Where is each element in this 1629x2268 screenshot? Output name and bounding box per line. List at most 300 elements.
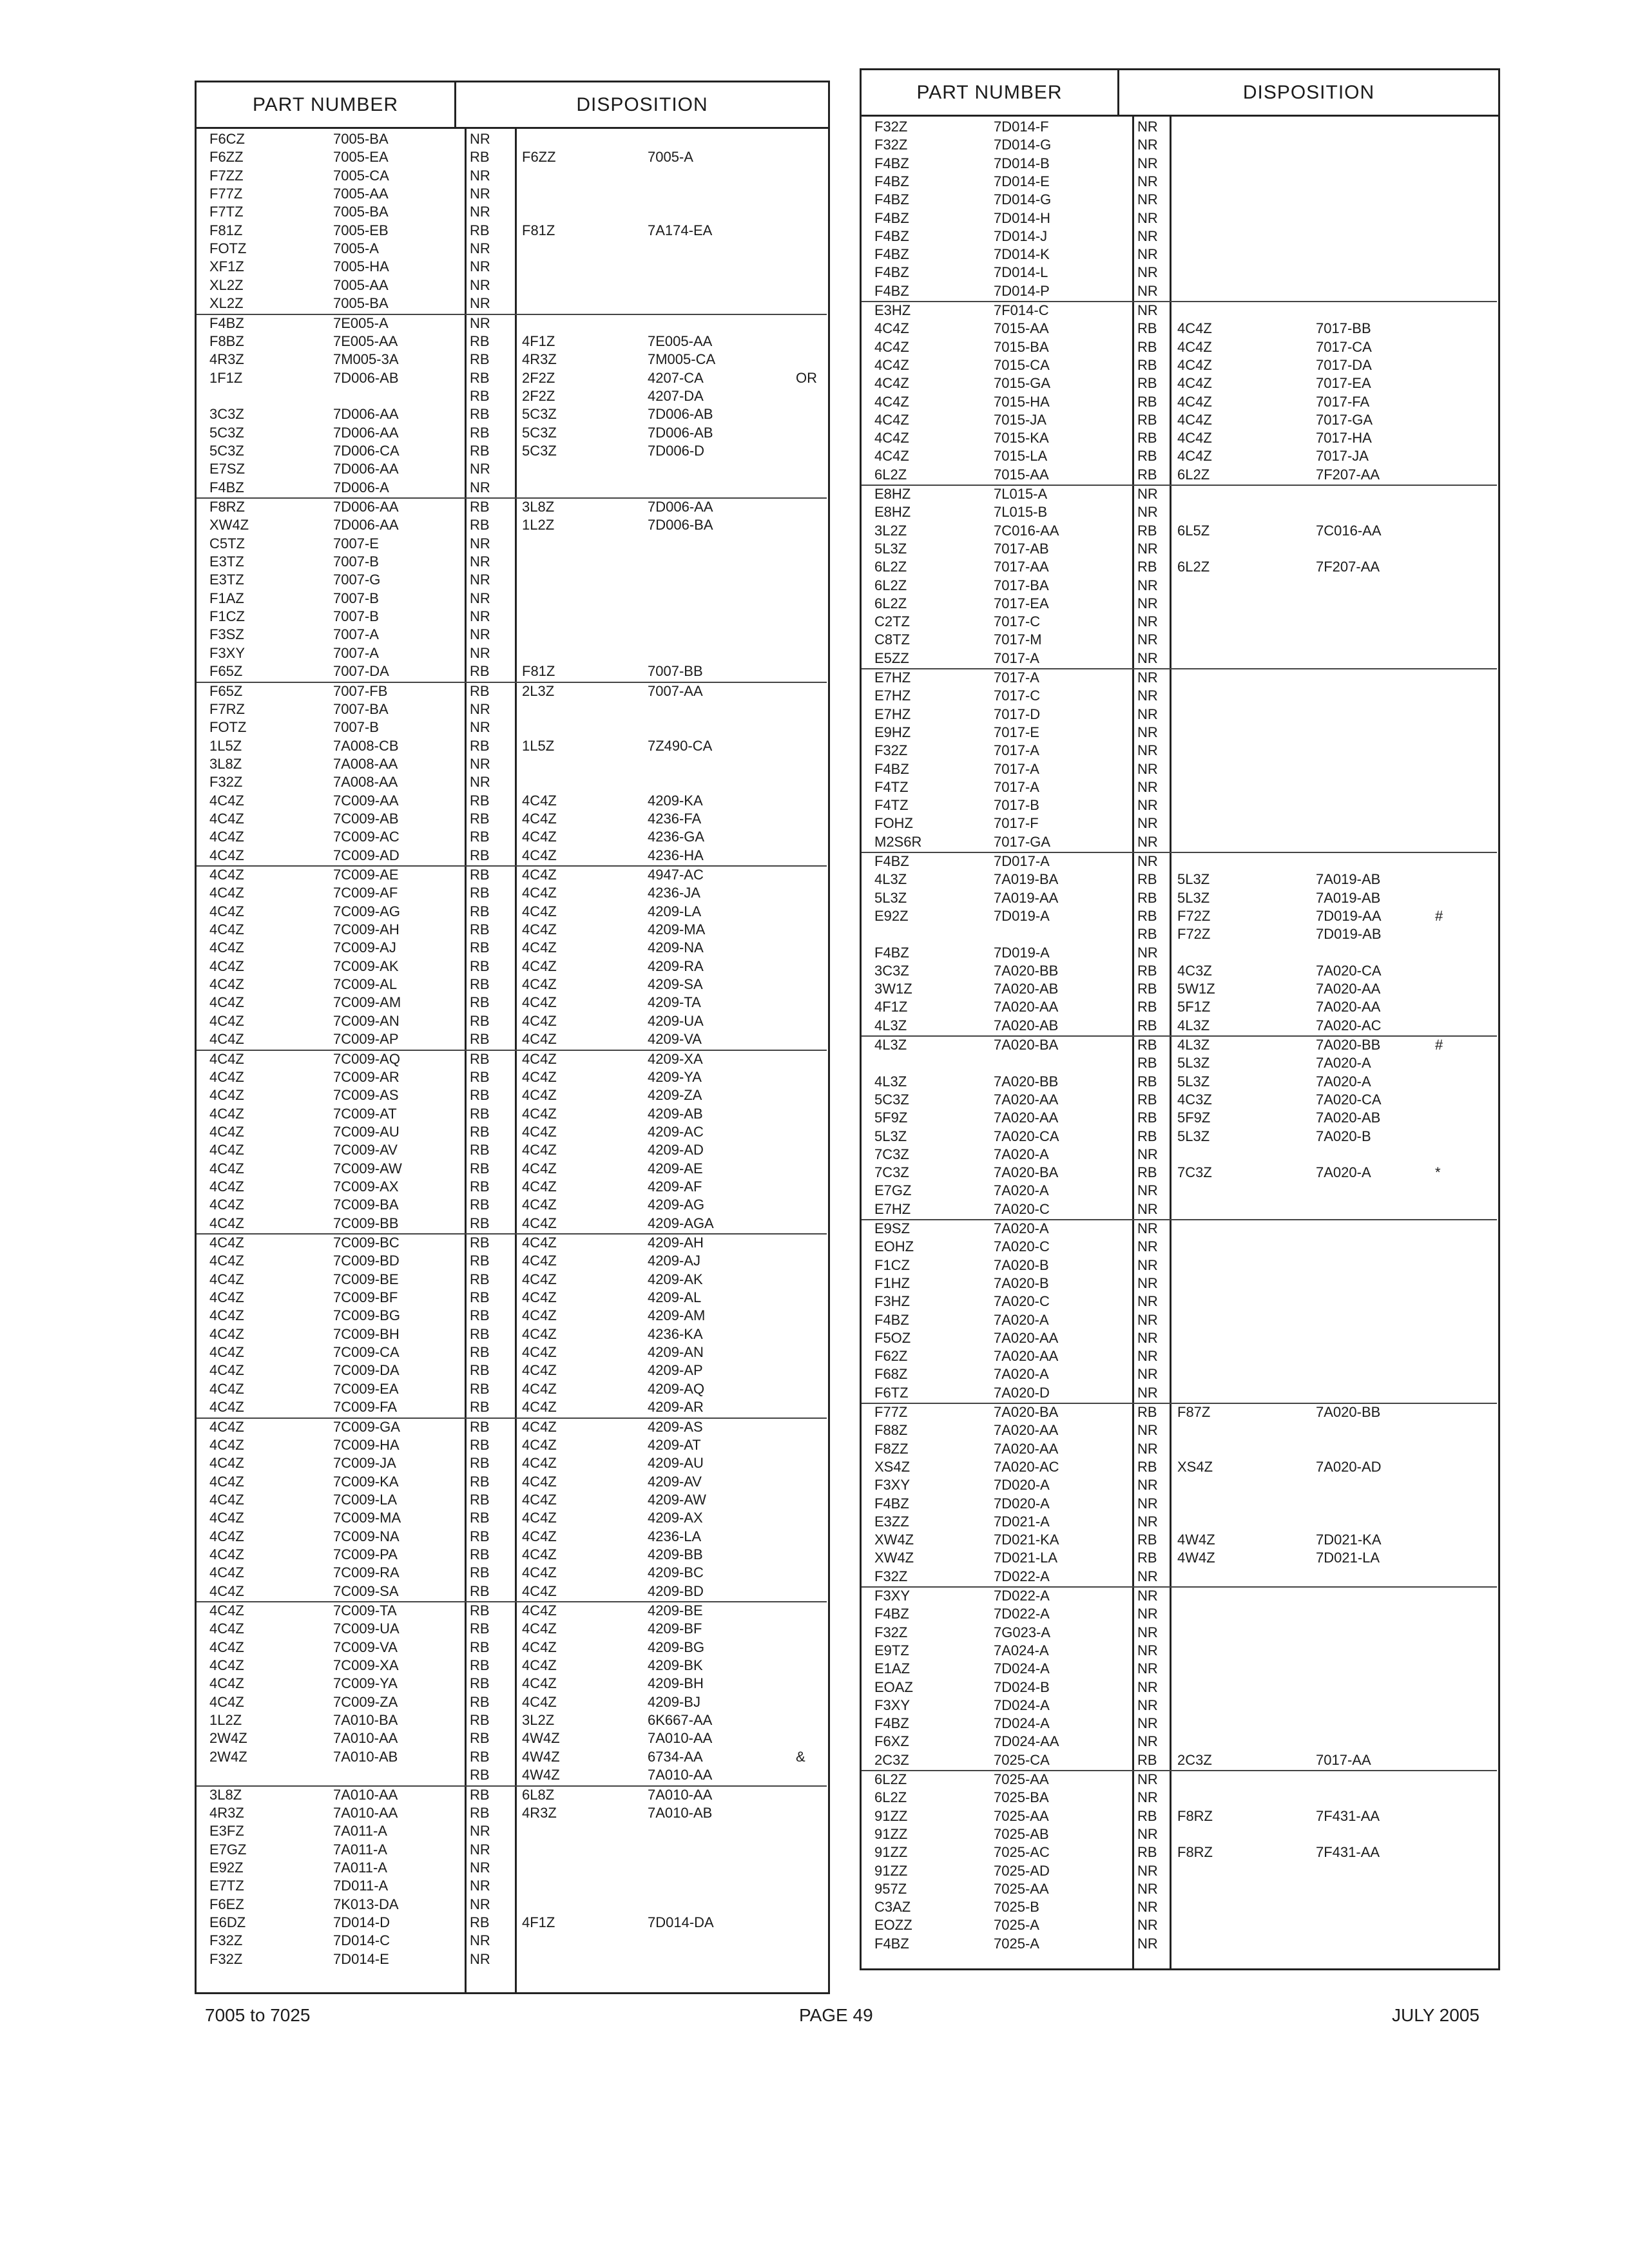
table-row xyxy=(197,939,827,957)
replacement-number: 4209-AGA xyxy=(648,1215,714,1231)
part-number: 7017-E xyxy=(994,724,1039,740)
part-number: 7D022-A xyxy=(994,1606,1050,1622)
replacement-number: 4209-BD xyxy=(648,1582,704,1599)
replacement-prefix: 7C3Z xyxy=(1177,1164,1212,1181)
part-prefix: F32Z xyxy=(209,1950,243,1967)
part-number: 7A020-CA xyxy=(994,1128,1059,1144)
table-row xyxy=(197,1748,827,1766)
table-row xyxy=(862,962,1497,980)
part-prefix: E92Z xyxy=(209,1859,244,1876)
table-row xyxy=(862,706,1497,724)
replacement-number: 7005-A xyxy=(648,149,693,166)
table-row xyxy=(197,369,827,387)
disposition-code: RB xyxy=(1137,356,1157,373)
table-row xyxy=(862,852,1497,870)
part-prefix: F4BZ xyxy=(874,246,909,263)
replacement-number: 4209-AM xyxy=(648,1307,706,1324)
replacement-prefix: 5C3Z xyxy=(522,406,557,423)
part-number: 7025-A xyxy=(994,1917,1039,1934)
replacement-number: 4209-AX xyxy=(648,1510,703,1526)
replacement-prefix: F72Z xyxy=(1177,926,1211,943)
disposition-code: RB xyxy=(1137,1807,1157,1824)
replacement-number: 4209-AQ xyxy=(648,1380,705,1397)
disposition-code: RB xyxy=(470,499,490,515)
replacement-number: 4209-UA xyxy=(648,1012,704,1029)
disposition-code: NR xyxy=(470,461,490,477)
disposition-header: DISPOSITION xyxy=(1242,81,1375,103)
replacement-prefix: 4C4Z xyxy=(522,1031,557,1048)
table-row xyxy=(862,1495,1497,1513)
table-row xyxy=(862,1256,1497,1274)
table-row xyxy=(862,1293,1497,1311)
disposition-code: NR xyxy=(1137,1366,1158,1383)
disposition-code: NR xyxy=(1137,778,1158,795)
table-row xyxy=(862,1587,1497,1605)
part-prefix: 4C4Z xyxy=(209,1399,244,1416)
part-prefix: FOTZ xyxy=(209,240,247,257)
part-prefix: F32Z xyxy=(874,137,908,153)
replacement-prefix: 6L2Z xyxy=(1177,559,1210,575)
replacement-prefix: 4W4Z xyxy=(522,1748,560,1765)
part-prefix: F3XY xyxy=(874,1588,911,1604)
replacement-prefix: 4C4Z xyxy=(1177,430,1212,447)
table-row xyxy=(862,411,1497,429)
part-prefix: 2W4Z xyxy=(209,1730,247,1747)
part-prefix: 4C4Z xyxy=(209,829,244,845)
part-prefix: F4TZ xyxy=(874,778,909,795)
part-number: 7D017-A xyxy=(994,853,1050,869)
disposition-code: NR xyxy=(1137,246,1158,263)
disposition-code: RB xyxy=(470,1142,490,1158)
table-row xyxy=(197,1454,827,1472)
replacement-number: 4209-AJ xyxy=(648,1253,700,1269)
table-row xyxy=(197,626,827,644)
replacement-prefix: 4C4Z xyxy=(522,1620,557,1637)
replacement-number: 7E005-AA xyxy=(648,332,713,349)
part-number: 7A020-C xyxy=(994,1293,1050,1310)
replacement-prefix: 5L3Z xyxy=(1177,871,1210,888)
replacement-prefix: 6L8Z xyxy=(522,1786,555,1803)
part-prefix: 3L8Z xyxy=(209,1786,242,1803)
disposition-code: RB xyxy=(1137,320,1157,337)
disposition-code: RB xyxy=(470,939,490,956)
table-row xyxy=(862,191,1497,209)
table-row xyxy=(862,796,1497,814)
replacement-prefix: 4C4Z xyxy=(522,867,557,883)
part-number: 7C009-AL xyxy=(333,976,398,993)
replacement-prefix: 2C3Z xyxy=(1177,1751,1212,1768)
part-prefix: F6XZ xyxy=(874,1733,909,1750)
replacement-number: 4209-AE xyxy=(648,1160,703,1177)
part-prefix: 4C4Z xyxy=(209,1105,244,1122)
part-number: 7015-KA xyxy=(994,430,1049,447)
replacement-number: 7017-DA xyxy=(1316,356,1372,373)
replacement-number: 7007-BB xyxy=(648,663,703,680)
part-prefix: 4L3Z xyxy=(874,1037,907,1053)
disposition-code: NR xyxy=(1137,833,1158,850)
table-row xyxy=(862,595,1497,613)
disposition-code: RB xyxy=(1137,1404,1157,1420)
table-row xyxy=(197,1141,827,1159)
replacement-number: 7D006-AA xyxy=(648,499,713,515)
replacement-prefix: 2L3Z xyxy=(522,682,555,699)
disposition-code: NR xyxy=(470,700,490,717)
part-number: 7007-G xyxy=(333,572,381,588)
part-number: 7C009-AV xyxy=(333,1142,398,1158)
part-number: 7007-DA xyxy=(333,663,389,680)
disposition-code: NR xyxy=(470,204,490,220)
table-row xyxy=(862,1091,1497,1109)
table-row xyxy=(862,833,1497,851)
part-prefix: XW4Z xyxy=(209,517,249,533)
part-prefix: F4BZ xyxy=(874,760,909,777)
part-number: 7A020-AC xyxy=(994,1458,1059,1475)
table-row xyxy=(197,1639,827,1657)
table-row xyxy=(862,522,1497,540)
replacement-prefix: 4C4Z xyxy=(522,939,557,956)
left-table-header xyxy=(197,82,828,129)
disposition-code: RB xyxy=(470,847,490,863)
disposition-code: NR xyxy=(1137,1293,1158,1310)
replacement-prefix: 4R3Z xyxy=(522,351,557,368)
disposition-code: RB xyxy=(1137,907,1157,924)
part-prefix: F32Z xyxy=(209,774,243,791)
disposition-code: NR xyxy=(1137,1642,1158,1658)
replacement-number: 4209-AC xyxy=(648,1123,704,1140)
part-number: 7017-B xyxy=(994,797,1039,814)
part-prefix: 6L2Z xyxy=(874,1771,907,1787)
part-number: 7A020-A xyxy=(994,1311,1049,1328)
part-prefix: F3XY xyxy=(874,1477,911,1494)
replacement-prefix: 4C4Z xyxy=(522,957,557,974)
table-row xyxy=(862,1789,1497,1807)
disposition-code: RB xyxy=(1137,926,1157,943)
replacement-prefix: 1L2Z xyxy=(522,517,555,533)
part-prefix: C5TZ xyxy=(209,535,245,552)
part-number: 7A011-A xyxy=(333,1841,387,1858)
part-prefix: C3AZ xyxy=(874,1899,911,1916)
part-prefix: XL2Z xyxy=(209,295,244,312)
table-row xyxy=(197,351,827,369)
disposition-code: RB xyxy=(470,1271,490,1287)
part-number: 7C009-AH xyxy=(333,921,400,938)
disposition-code: RB xyxy=(470,1289,490,1306)
replacement-number: 7D021-LA xyxy=(1316,1550,1380,1566)
part-number: 7017-AA xyxy=(994,559,1049,575)
replacement-prefix: 4C4Z xyxy=(522,810,557,827)
replacement-number: 7D014-DA xyxy=(648,1914,714,1930)
part-prefix: 7C3Z xyxy=(874,1164,909,1181)
table-row xyxy=(197,700,827,718)
table-row xyxy=(862,1421,1497,1439)
part-prefix: 4C4Z xyxy=(209,1528,244,1544)
replacement-prefix: 4C4Z xyxy=(522,1639,557,1655)
part-number: 7C009-BH xyxy=(333,1325,400,1342)
table-row xyxy=(197,1786,827,1804)
disposition-code: RB xyxy=(470,885,490,901)
disposition-code: RB xyxy=(470,1031,490,1048)
table-row xyxy=(862,1238,1497,1256)
part-number: 7D014-C xyxy=(333,1932,390,1949)
table-row xyxy=(197,903,827,921)
replacement-prefix: 4C4Z xyxy=(522,1105,557,1122)
disposition-code: NR xyxy=(1137,119,1158,135)
table-row xyxy=(862,356,1497,374)
part-number: 7D006-A xyxy=(333,479,389,495)
part-number: 7A008-CB xyxy=(333,737,399,754)
part-prefix: F4BZ xyxy=(874,264,909,281)
disposition-code: RB xyxy=(470,903,490,919)
table-row xyxy=(197,1252,827,1270)
replacement-number: 7017-BB xyxy=(1316,320,1371,337)
part-number: 7D014-J xyxy=(994,227,1048,244)
disposition-code: RB xyxy=(470,1767,490,1783)
part-prefix: F7RZ xyxy=(209,700,245,717)
part-prefix: 4R3Z xyxy=(209,1804,244,1821)
replacement-number: 4947-AC xyxy=(648,867,704,883)
disposition-code: NR xyxy=(1137,649,1158,666)
table-row xyxy=(862,669,1497,687)
part-number: 7025-A xyxy=(994,1935,1039,1952)
replacement-number: 7A020-B xyxy=(1316,1128,1371,1144)
part-prefix: F81Z xyxy=(209,222,243,238)
table-row xyxy=(197,424,827,442)
part-prefix: C8TZ xyxy=(874,631,910,648)
table-row xyxy=(862,264,1497,282)
part-prefix: F65Z xyxy=(209,663,243,680)
part-number: 7C009-AS xyxy=(333,1087,399,1104)
table-row xyxy=(197,1271,827,1289)
replacement-prefix: 4C4Z xyxy=(522,1142,557,1158)
part-prefix: F4BZ xyxy=(874,1935,909,1952)
part-prefix: 4C4Z xyxy=(209,957,244,974)
table-row xyxy=(197,203,827,221)
replacement-prefix: 3L2Z xyxy=(522,1712,555,1729)
part-prefix: E3ZZ xyxy=(874,1513,909,1530)
disposition-code: RB xyxy=(470,517,490,533)
replacement-prefix: 4C4Z xyxy=(1177,375,1212,392)
part-prefix: E8HZ xyxy=(874,486,911,502)
table-row xyxy=(197,884,827,902)
disposition-code: RB xyxy=(470,1528,490,1544)
part-number: 7015-BA xyxy=(994,338,1049,355)
part-number: 7C009-AF xyxy=(333,885,398,901)
part-number: 7C009-BA xyxy=(333,1196,399,1213)
replacement-number: 7F431-AA xyxy=(1316,1844,1380,1861)
table-row xyxy=(197,1602,827,1620)
disposition-code: RB xyxy=(1137,1844,1157,1861)
part-prefix: E9SZ xyxy=(874,1220,911,1236)
replacement-number: 7017-FA xyxy=(1316,393,1370,410)
replacement-prefix: 4L3Z xyxy=(1177,1017,1210,1033)
part-number: 7A020-AA xyxy=(994,1422,1059,1439)
disposition-code: RB xyxy=(470,1196,490,1213)
disposition-code: NR xyxy=(1137,1678,1158,1695)
disposition-code: RB xyxy=(1137,999,1157,1015)
table-row xyxy=(197,1307,827,1325)
part-number: 7005-A xyxy=(333,240,379,257)
part-prefix: 6L2Z xyxy=(874,559,907,575)
part-number: 7A020-AB xyxy=(994,981,1059,997)
disposition-code: NR xyxy=(470,1841,490,1858)
table-row xyxy=(862,925,1497,943)
table-row xyxy=(862,1128,1497,1146)
part-prefix: 4C4Z xyxy=(209,1380,244,1397)
table-row xyxy=(862,778,1497,796)
part-prefix: E7GZ xyxy=(874,1182,912,1199)
replacement-prefix: 6L5Z xyxy=(1177,522,1210,539)
replacement-number: 7A020-AD xyxy=(1316,1458,1382,1475)
part-prefix: 4C4Z xyxy=(209,1510,244,1526)
table-row xyxy=(862,136,1497,154)
part-number: 7C009-AP xyxy=(333,1031,399,1048)
part-number: 7007-E xyxy=(333,535,379,552)
replacement-number: 4209-MA xyxy=(648,921,706,938)
disposition-code: RB xyxy=(470,976,490,993)
table-row xyxy=(197,535,827,553)
table-row xyxy=(197,1582,827,1600)
part-number: 7D014-G xyxy=(994,137,1052,153)
disposition-code: RB xyxy=(470,1582,490,1599)
part-prefix: F5OZ xyxy=(874,1329,911,1346)
replacement-prefix: 2F2Z xyxy=(522,387,555,404)
replacement-number: 7A020-AC xyxy=(1316,1017,1382,1033)
part-number: 7C009-AN xyxy=(333,1012,400,1029)
replacement-prefix: 4C4Z xyxy=(522,1160,557,1177)
replacement-number: 7A010-AA xyxy=(648,1767,713,1783)
table-row xyxy=(197,1196,827,1214)
part-prefix: F4TZ xyxy=(874,797,909,814)
part-prefix: F1HZ xyxy=(874,1274,910,1291)
part-prefix: 4C4Z xyxy=(209,1675,244,1692)
disposition-code: NR xyxy=(1137,486,1158,502)
part-prefix: F6TZ xyxy=(874,1384,909,1401)
table-row xyxy=(197,1050,827,1068)
part-prefix: E7GZ xyxy=(209,1841,247,1858)
part-prefix: 3W1Z xyxy=(874,981,912,997)
part-prefix: 4C4Z xyxy=(209,885,244,901)
part-number: 7017-AB xyxy=(994,540,1049,557)
part-prefix: 4C4Z xyxy=(209,1564,244,1581)
replacement-number: 4209-BF xyxy=(648,1620,702,1637)
table-row xyxy=(197,1343,827,1361)
table-row xyxy=(197,847,827,865)
table-row xyxy=(197,1436,827,1454)
part-number: 7C009-SA xyxy=(333,1582,399,1599)
part-number: 7D006-AA xyxy=(333,499,399,515)
disposition-code: RB xyxy=(1137,1073,1157,1090)
disposition-code: NR xyxy=(1137,1715,1158,1732)
replacement-number: 7A020-BB xyxy=(1316,1037,1381,1053)
disposition-code: NR xyxy=(470,535,490,552)
part-number: 7L015-A xyxy=(994,486,1048,502)
disposition-code: RB xyxy=(470,1564,490,1581)
table-row xyxy=(862,227,1497,245)
part-number: 7D021-A xyxy=(994,1513,1050,1530)
part-prefix: F32Z xyxy=(209,1932,243,1949)
table-row xyxy=(197,994,827,1012)
table-row xyxy=(197,1822,827,1840)
part-number: 7C009-VA xyxy=(333,1639,398,1655)
disposition-code: NR xyxy=(470,479,490,495)
table-row xyxy=(862,760,1497,778)
disposition-code: RB xyxy=(470,1546,490,1562)
part-prefix: 4C4Z xyxy=(209,810,244,827)
part-prefix: E8HZ xyxy=(874,504,911,521)
part-number: 7C009-AG xyxy=(333,903,400,919)
replacement-number: 7A010-AB xyxy=(648,1804,713,1821)
disposition-code: NR xyxy=(1137,577,1158,593)
disposition-code: RB xyxy=(470,867,490,883)
table-row xyxy=(197,1012,827,1030)
part-number: 7A020-AA xyxy=(994,1348,1059,1365)
part-number: 7D014-B xyxy=(994,155,1050,171)
table-row xyxy=(862,1916,1497,1934)
part-prefix: F6CZ xyxy=(209,131,245,147)
disposition-code: NR xyxy=(470,1932,490,1949)
part-prefix: 4C4Z xyxy=(874,375,909,392)
part-prefix: 4C4Z xyxy=(874,338,909,355)
table-row xyxy=(862,1605,1497,1623)
part-prefix: 4C4Z xyxy=(209,1087,244,1104)
table-row xyxy=(197,975,827,994)
disposition-code: NR xyxy=(1137,944,1158,961)
disposition-header: DISPOSITION xyxy=(576,93,708,115)
replacement-prefix: 3L8Z xyxy=(522,499,555,515)
table-row xyxy=(197,1841,827,1859)
part-number: 7C009-AU xyxy=(333,1123,400,1140)
part-number: 7C009-RA xyxy=(333,1564,400,1581)
part-number: 7A019-BA xyxy=(994,871,1059,888)
part-prefix: 4C4Z xyxy=(874,356,909,373)
replacement-number: 4209-AN xyxy=(648,1344,704,1361)
part-number: 7D021-LA xyxy=(994,1550,1058,1566)
replacement-number: 7017-GA xyxy=(1316,411,1373,428)
table-row xyxy=(862,1440,1497,1458)
part-number: 7A020-BA xyxy=(994,1164,1059,1181)
part-number: 7015-AA xyxy=(994,466,1049,483)
disposition-code: NR xyxy=(1137,760,1158,777)
part-number: 7007-B xyxy=(333,590,379,606)
part-prefix: E6DZ xyxy=(209,1914,246,1930)
part-number: 7A010-AA xyxy=(333,1730,398,1747)
part-prefix: F4BZ xyxy=(874,227,909,244)
part-prefix: F4BZ xyxy=(874,1715,909,1732)
table-row xyxy=(197,185,827,203)
part-prefix: 4C4Z xyxy=(209,1325,244,1342)
replacement-number: 4209-YA xyxy=(648,1068,702,1085)
disposition-code: RB xyxy=(1137,1751,1157,1768)
part-prefix: 4C4Z xyxy=(209,1178,244,1195)
disposition-code: NR xyxy=(1137,742,1158,759)
table-row xyxy=(197,130,827,148)
replacement-prefix: 4C4Z xyxy=(522,903,557,919)
table-row xyxy=(862,1036,1497,1054)
table-row xyxy=(197,498,827,516)
part-number: 7C009-AB xyxy=(333,810,399,827)
part-number: 7007-BA xyxy=(333,700,389,717)
part-number: 7025-AA xyxy=(994,1807,1049,1824)
part-number: 7007-A xyxy=(333,644,379,661)
disposition-code: RB xyxy=(470,1215,490,1231)
part-prefix: F1CZ xyxy=(209,608,245,625)
part-prefix: E7HZ xyxy=(874,1200,911,1217)
part-number: 7C009-XA xyxy=(333,1657,399,1674)
table-row xyxy=(862,1365,1497,1383)
table-row xyxy=(862,1017,1497,1035)
table-row xyxy=(862,577,1497,595)
part-number: 7C009-AR xyxy=(333,1068,400,1085)
